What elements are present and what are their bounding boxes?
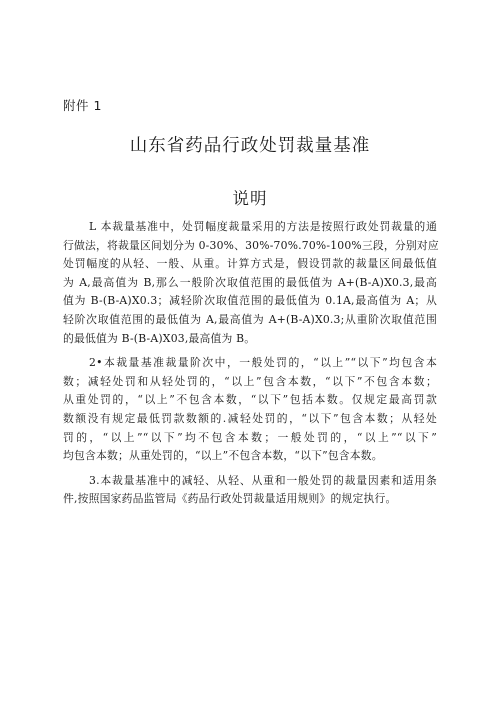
paragraph-2: [63, 354, 437, 466]
paragraph-line: 的最低值为 B-(B-A)X03,最高值为 B。: [63, 331, 256, 345]
attachment-label: 附件 1: [63, 98, 102, 113]
paragraph-line: 数额没有规定最低罚款数额的.减轻处罚的，“以下”包含本数；从轻处: [63, 411, 437, 425]
paragraph-line: 行做法，将裁量区间划分为 0-30%、30%-70%.70%-100%三段，分别对应: [63, 238, 439, 252]
paragraph-line: 处罚幅度的从轻、一般、从重。计算方式是，假设罚款的裁量区间最低值: [63, 257, 437, 271]
paragraph-line: 从重处罚的，“以上”不包含本数，“以下”包括本数。仅规定最高罚款: [63, 393, 437, 407]
paragraph-line: 为 A,最高值为 B,那么一般阶次取值范围的最低值为 A+(B-A)X0.3,最高: [63, 275, 437, 289]
paragraph-line: L 本裁量基准中，处罚幅度裁量采用的方法是按照行政处罚裁量的通: [89, 220, 437, 233]
paragraph-line: 轻阶次取值范围的最低值为 A,最高值为 A+(B-A)X0.3;从重阶次取值范围: [63, 312, 437, 326]
paragraph-1: [63, 218, 437, 348]
paragraph-3: [63, 472, 437, 509]
section-heading: 说明: [232, 189, 268, 208]
paragraph-line: 2•本裁量基准裁量阶次中，一般处罚的，“以上”“以下”均包含本: [89, 356, 437, 370]
paragraph-line: 数；减轻处罚和从轻处罚的，“以上”包含本数，“以下”不包含本数；: [63, 374, 437, 388]
paragraph-line: 3.本裁量基准中的减轻、从轻、从重和一般处罚的裁量因素和适用条: [89, 473, 437, 487]
paragraph-line: 均包含本数；从重处罚的，“以上”不包含本数，“以下”包含本数。: [63, 449, 383, 463]
paragraph-line: 件,按照国家药品监管局《药品行政处罚裁量适用规则》的规定执行。: [63, 492, 397, 506]
paragraph-line: 罚的，“以上”“以下”均不包含本数；一般处罚的，“以上”“以下”: [63, 430, 437, 444]
paragraph-line: 值为 B-(B-A)X0.3；减轻阶次取值范围的最低值为 0.1A,最高值为 A；从: [63, 294, 437, 308]
document-body: [63, 218, 437, 515]
document-title: 山东省药品行政处罚裁量基准: [129, 136, 371, 156]
